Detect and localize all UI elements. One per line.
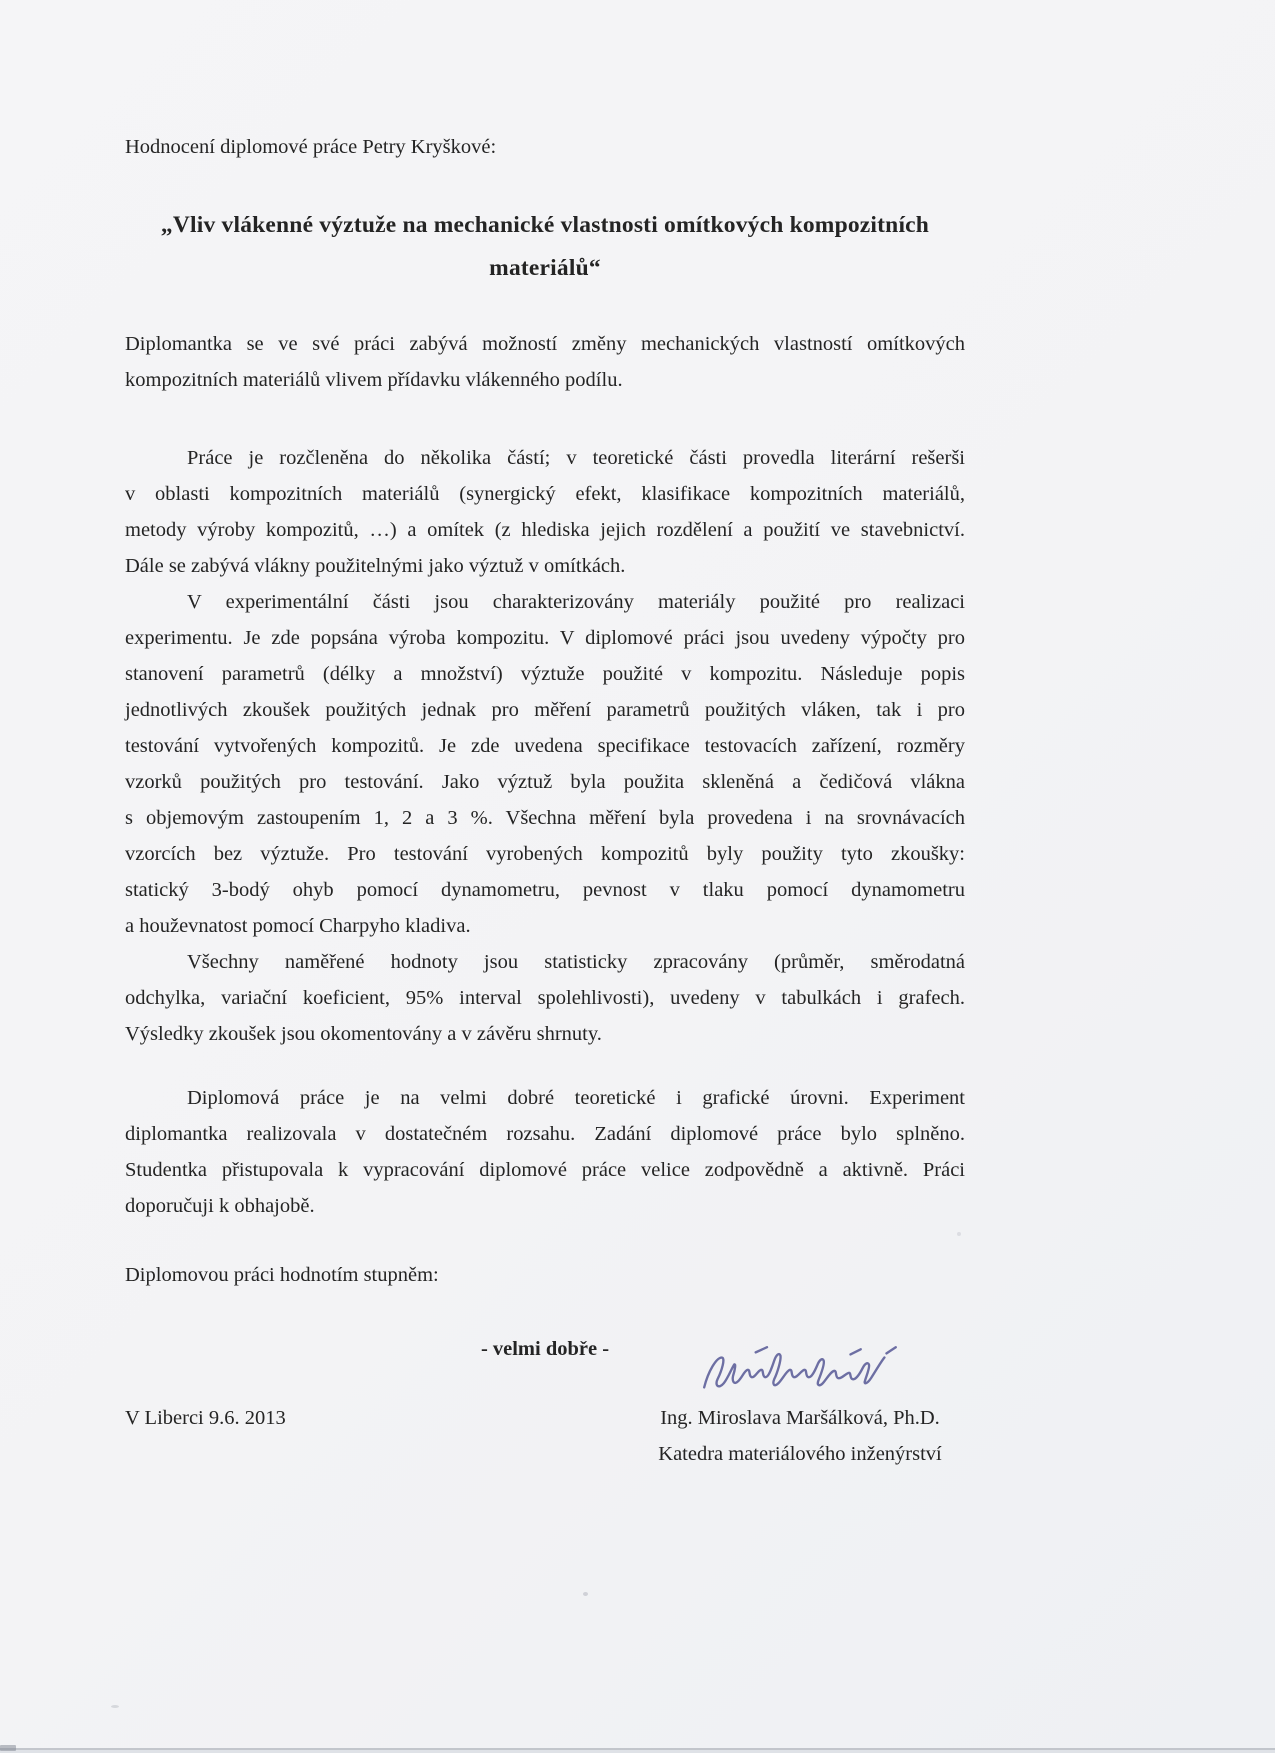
scan-speck bbox=[583, 1592, 588, 1596]
evaluation-header: Hodnocení diplomové práce Petry Kryškové: bbox=[125, 136, 497, 158]
signer-block bbox=[610, 1400, 990, 1472]
thesis-title-line2: materiálů“ bbox=[489, 255, 601, 281]
paragraph-line: Diplomovou práci hodnotím stupněm: bbox=[125, 1264, 439, 1286]
scan-speck bbox=[111, 1705, 119, 1708]
paragraph-line: a houževnatost pomocí Charpyho kladiva. bbox=[125, 915, 471, 937]
signature-ink bbox=[698, 1344, 904, 1404]
grade-value: - velmi dobře - bbox=[480, 1338, 610, 1360]
paragraph-line: metody výroby kompozitů, …) a omítek (z hlediska jejich rozdělení a použití ve stavebnictví. bbox=[125, 519, 965, 541]
thesis-title-line1: „Vliv vlákenné výztuže na mechanické vlastnosti omítkových kompozitních bbox=[160, 212, 930, 238]
paragraph-line: statický 3-bodý ohyb pomocí dynamometru, pevnost v tlaku pomocí dynamometru bbox=[125, 879, 965, 901]
paragraph-line: experimentu. Je zde popsána výroba kompozitu. V diplomové práci jsou uvedeny výpočty pro bbox=[125, 627, 965, 649]
paragraph-theory bbox=[125, 440, 965, 584]
scan-corner-mark bbox=[0, 1745, 16, 1751]
grade-prompt-paragraph bbox=[125, 1257, 965, 1293]
paragraph-line: Výsledky zkoušek jsou okomentovány a v závěru shrnuty. bbox=[125, 1023, 602, 1045]
paragraph-line: Studentka přistupovala k vypracování diplomové práce velice zodpovědně a aktivně. Práci bbox=[125, 1159, 965, 1181]
thesis-title bbox=[125, 204, 965, 290]
paragraph-line: stanovení parametrů (délky a množství) výztuže použité v kompozitu. Následuje popis bbox=[125, 663, 965, 685]
paragraph-line: Práce je rozčleněna do několika částí; v teoretické části provedla literární rešerši bbox=[187, 447, 965, 469]
paragraph-line: Diplomantka se ve své práci zabývá možností změny mechanických vlastností omítkových bbox=[125, 333, 965, 355]
paragraph-line: jednotlivých zkoušek použitých jednak pro měření parametrů použitých vláken, tak i pro bbox=[125, 699, 965, 721]
paragraph-line: vzorcích bez výztuže. Pro testování vyrobených kompozitů byly použity tyto zkoušky: bbox=[125, 843, 965, 865]
paragraph-line: doporučuji k obhajobě. bbox=[125, 1195, 315, 1217]
signer-name: Ing. Miroslava Maršálková, Ph.D. bbox=[660, 1407, 940, 1429]
signer-department: Katedra materiálového inženýrství bbox=[658, 1443, 942, 1465]
paragraph-line: v oblasti kompozitních materiálů (synergický efekt, klasifikace kompozitních materiálů, bbox=[125, 483, 965, 505]
paragraph-line: odchylka, variační koeficient, 95% interval spolehlivosti), uvedeny v tabulkách i grafech. bbox=[125, 987, 965, 1009]
paragraph-conclusion bbox=[125, 1080, 965, 1224]
paragraph-line: diplomantka realizovala v dostatečném rozsahu. Zadání diplomové práce bylo splněno. bbox=[125, 1123, 965, 1145]
paragraph-line: s objemovým zastoupením 1, 2 a 3 %. Všechna měření byla provedena i na srovnávacích bbox=[125, 807, 965, 829]
paragraph-line: kompozitních materiálů vlivem přídavku vlákenného podílu. bbox=[125, 369, 623, 391]
paragraph-line: testování vytvořených kompozitů. Je zde uvedena specifikace testovacích zařízení, rozměry bbox=[125, 735, 965, 757]
paragraph-line: vzorků použitých pro testování. Jako výztuž byla použita skleněná a čedičová vlákna bbox=[125, 771, 965, 793]
scan-speck bbox=[957, 1232, 961, 1236]
paragraph-line: Diplomová práce je na velmi dobré teoretické i grafické úrovni. Experiment bbox=[187, 1087, 965, 1109]
paragraph-intro bbox=[125, 326, 965, 398]
paragraph-experimental bbox=[125, 584, 965, 944]
paragraph-line: V experimentální části jsou charakterizovány materiály použité pro realizaci bbox=[187, 591, 965, 613]
place-date: V Liberci 9.6. 2013 bbox=[125, 1407, 286, 1429]
paragraph-line: Všechny naměřené hodnoty jsou statisticky zpracovány (průměr, směrodatná bbox=[187, 951, 965, 973]
paragraph-main-block bbox=[125, 440, 965, 1052]
paragraph-line: Dále se zabývá vlákny použitelnými jako výztuž v omítkách. bbox=[125, 555, 626, 577]
paragraph-statistics bbox=[125, 944, 965, 1052]
